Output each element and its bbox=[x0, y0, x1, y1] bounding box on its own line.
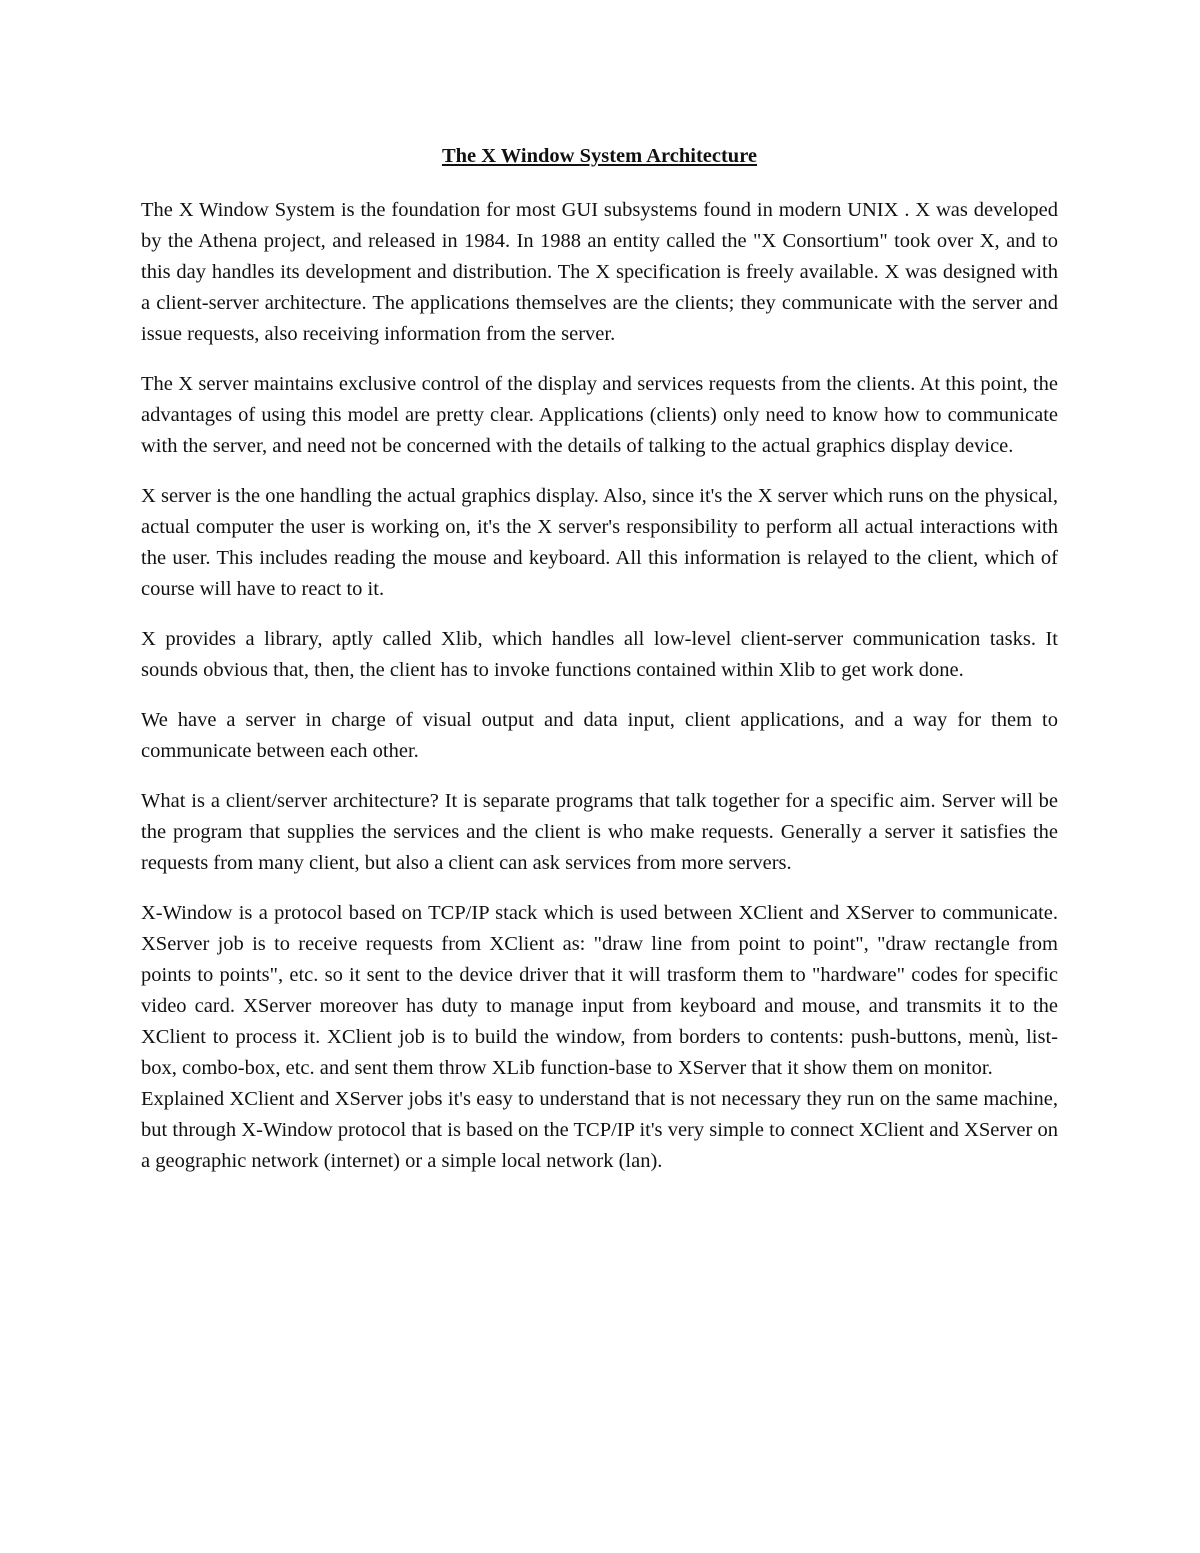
paragraph-client-server: What is a client/server architecture? It is separate programs that talk together for a specific aim. Server will be the program that supplies the services and the client is who make requests. Generally a server it satisfies the requests from many client, but also a client can ask services from more servers. bbox=[141, 790, 1058, 874]
document-body bbox=[141, 141, 1058, 1196]
paragraph-intro: The X Window System is the foundation for most GUI subsystems found in modern UNIX . X was developed by the Athena project, and released in 1984. In 1988 an entity called the "X Consortium" took over X, and to this day handles its development and distribution. The X specification is freely available. X was designed with a client-server architecture. The applications themselves are the clients; they communicate with the server and issue requests, also receiving information from the server. bbox=[141, 199, 1058, 345]
document-title: The X Window System Architecture bbox=[441, 145, 758, 167]
paragraph-xlib: X provides a library, aptly called Xlib, which handles all low-level client-server communication tasks. It sounds obvious that, then, the client has to invoke functions contained within Xlib to get work done. bbox=[141, 628, 1058, 681]
paragraph-network: Explained XClient and XServer jobs it's easy to understand that is not necessary they run on the same machine, but through X-Window protocol that is based on the TCP/IP it's very simple to connect XClient and XServer on a geographic network (internet) or a simple local network (lan). bbox=[141, 1088, 1058, 1172]
paragraph-summary: We have a server in charge of visual output and data input, client applications, and a way for them to communicate between each other. bbox=[141, 709, 1058, 762]
paragraph-server-control: The X server maintains exclusive control of the display and services requests from the clients. At this point, the advantages of using this model are pretty clear. Applications (clients) only need to know how to communicate with the server, and need not be concerned with the details of talking to the actual graphics display device. bbox=[141, 373, 1058, 457]
paragraph-protocol: X-Window is a protocol based on TCP/IP stack which is used between XClient and XServer to communicate. XServer job is to receive requests from XClient as: "draw line from point to point", "draw rectangle from points to points", etc. so it sent to the device driver that it will trasform them to "hardware" codes for specific video card. XServer moreover has duty to manage input from keyboard and mouse, and transmits it to the XClient to process it. XClient job is to build the window, from borders to contents: push-buttons, menù, list-box, combo-box, etc. and sent them throw XLib function-base to XServer that it show them on monitor. bbox=[141, 902, 1058, 1079]
paragraph-server-display: X server is the one handling the actual graphics display. Also, since it's the X server which runs on the physical, actual computer the user is working on, it's the X server's responsibility to perform all actual interactions with the user. This includes reading the mouse and keyboard. All this information is relayed to the client, which of course will have to react to it. bbox=[141, 485, 1058, 600]
